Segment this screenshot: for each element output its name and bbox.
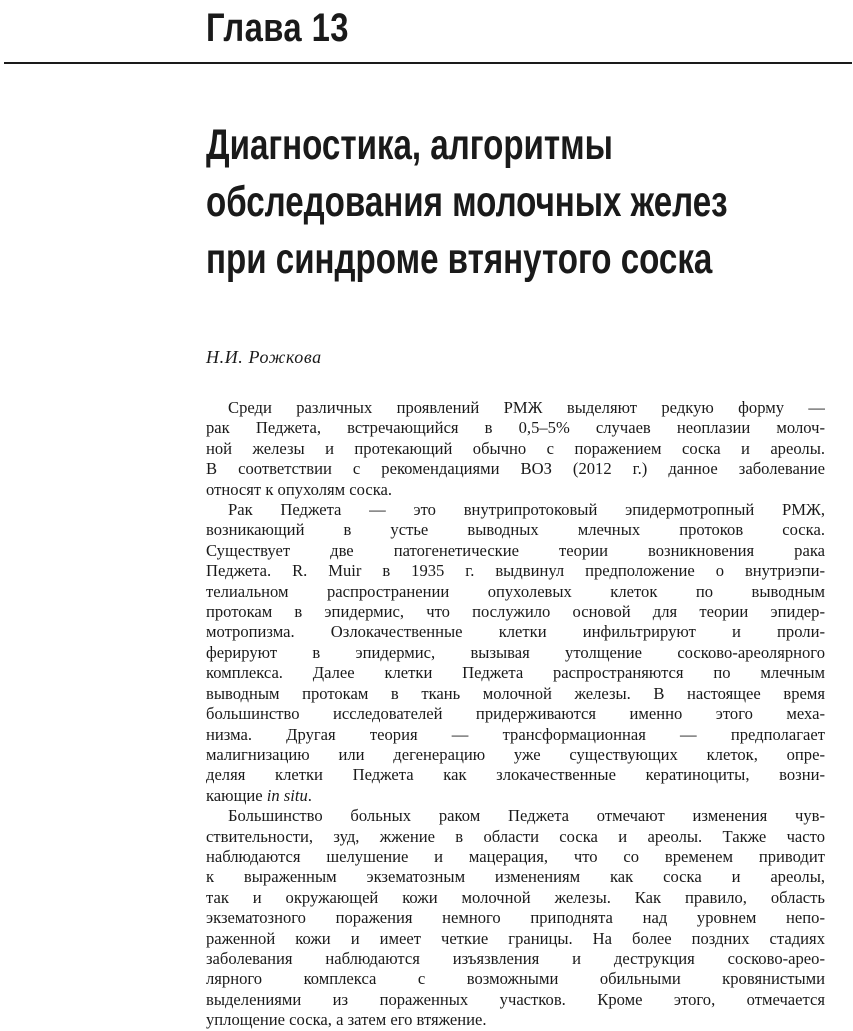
text-line: телиальном распространении опухолевых клеток по выводным: [206, 581, 825, 601]
text-line: низма. Другая теория — трансформационная — предполагает: [206, 724, 825, 744]
text-line: ферируют в эпидермис, вызывая утолщение сосково-ареолярного: [206, 642, 825, 662]
text-line: [206, 786, 825, 806]
author-name: Н.И. Рожкова: [206, 347, 322, 367]
text-line: Рак Педжета — это внутрипротоковый эпидермотропный РМЖ,: [228, 500, 825, 520]
text-line: лярного комплекса с возможными обильными кровянистыми: [206, 969, 825, 989]
chapter-title: [206, 117, 791, 288]
text-line: экзематозного поражения немного приподнята над уровнем непо-: [206, 908, 825, 928]
text-line: заболевания наблюдаются изъязвления и деструкция сосково-арео-: [206, 948, 825, 968]
title-line: при синдроме втянутого соска: [206, 235, 713, 283]
text-line: Большинство больных раком Педжета отмечают изменения чув-: [228, 806, 825, 826]
body-text: [206, 398, 825, 1031]
text-fragment: кающие: [206, 785, 267, 805]
text-line: наблюдаются шелушение и мацерация, что со временем приводит: [206, 846, 825, 866]
text-line: выделениями из пораженных участков. Кроме этого, отмечается: [206, 989, 825, 1009]
title-line: обследования молочных желез: [206, 178, 728, 226]
paragraph: [206, 398, 825, 500]
text-line: большинство исследователей придерживаются именно этого меха-: [206, 704, 825, 724]
text-line: выводным протокам в ткань молочной железы. В настоящее время: [206, 683, 825, 703]
text-line: деляя клетки Педжета как злокачественные кератиноциты, возни-: [206, 765, 825, 785]
text-line: В соответствии с рекомендациями ВОЗ (2012 г.) данное заболевание: [206, 459, 825, 479]
text-line: Существует две патогенетические теории возникновения рака: [206, 540, 825, 560]
italic-term: in situ: [266, 785, 308, 805]
text-line: так и окружающей кожи молочной железы. Как правило, область: [206, 887, 825, 907]
text-line: ствительности, зуд, жжение в области соска и ареолы. Также часто: [206, 826, 825, 846]
text-line: протокам в эпидермис, что послужило основой для теории эпидер-: [206, 602, 825, 622]
text-line: мотропизма. Озлокачественные клетки инфильтрируют и проли-: [206, 622, 825, 642]
paragraph: [206, 806, 825, 1030]
text-line: Среди различных проявлений РМЖ выделяют редкую форму —: [228, 398, 825, 417]
text-line: Педжета. R. Muir в 1935 г. выдвинул предположение о внутриэпи-: [206, 561, 825, 581]
chapter-divider: [4, 62, 852, 64]
chapter-heading: Глава 13: [206, 6, 349, 50]
paragraph: [206, 500, 825, 806]
text-line: относят к опухолям соска.: [206, 479, 393, 499]
text-line: уплощение соска, а затем его втяжение.: [206, 1010, 487, 1030]
title-line: Диагностика, алгоритмы: [206, 121, 613, 169]
text-line: раженной кожи и имеет четкие границы. На более поздних стадиях: [206, 928, 825, 948]
text-line: малигнизацию или дегенерацию уже существующих клеток, опре-: [206, 744, 825, 764]
text-fragment: .: [307, 785, 312, 805]
text-line: возникающий в устье выводных млечных протоков соска.: [206, 520, 825, 540]
text-line: к выраженным экзематозным изменениям как соска и ареолы,: [206, 867, 825, 887]
text-line: рак Педжета, встречающийся в 0,5–5% случаев неоплазии молоч-: [206, 418, 825, 438]
text-line: комплекса. Далее клетки Педжета распространяются по млечным: [206, 663, 825, 683]
text-line: ной железы и протекающий обычно с поражением соска и ареолы.: [206, 438, 825, 458]
